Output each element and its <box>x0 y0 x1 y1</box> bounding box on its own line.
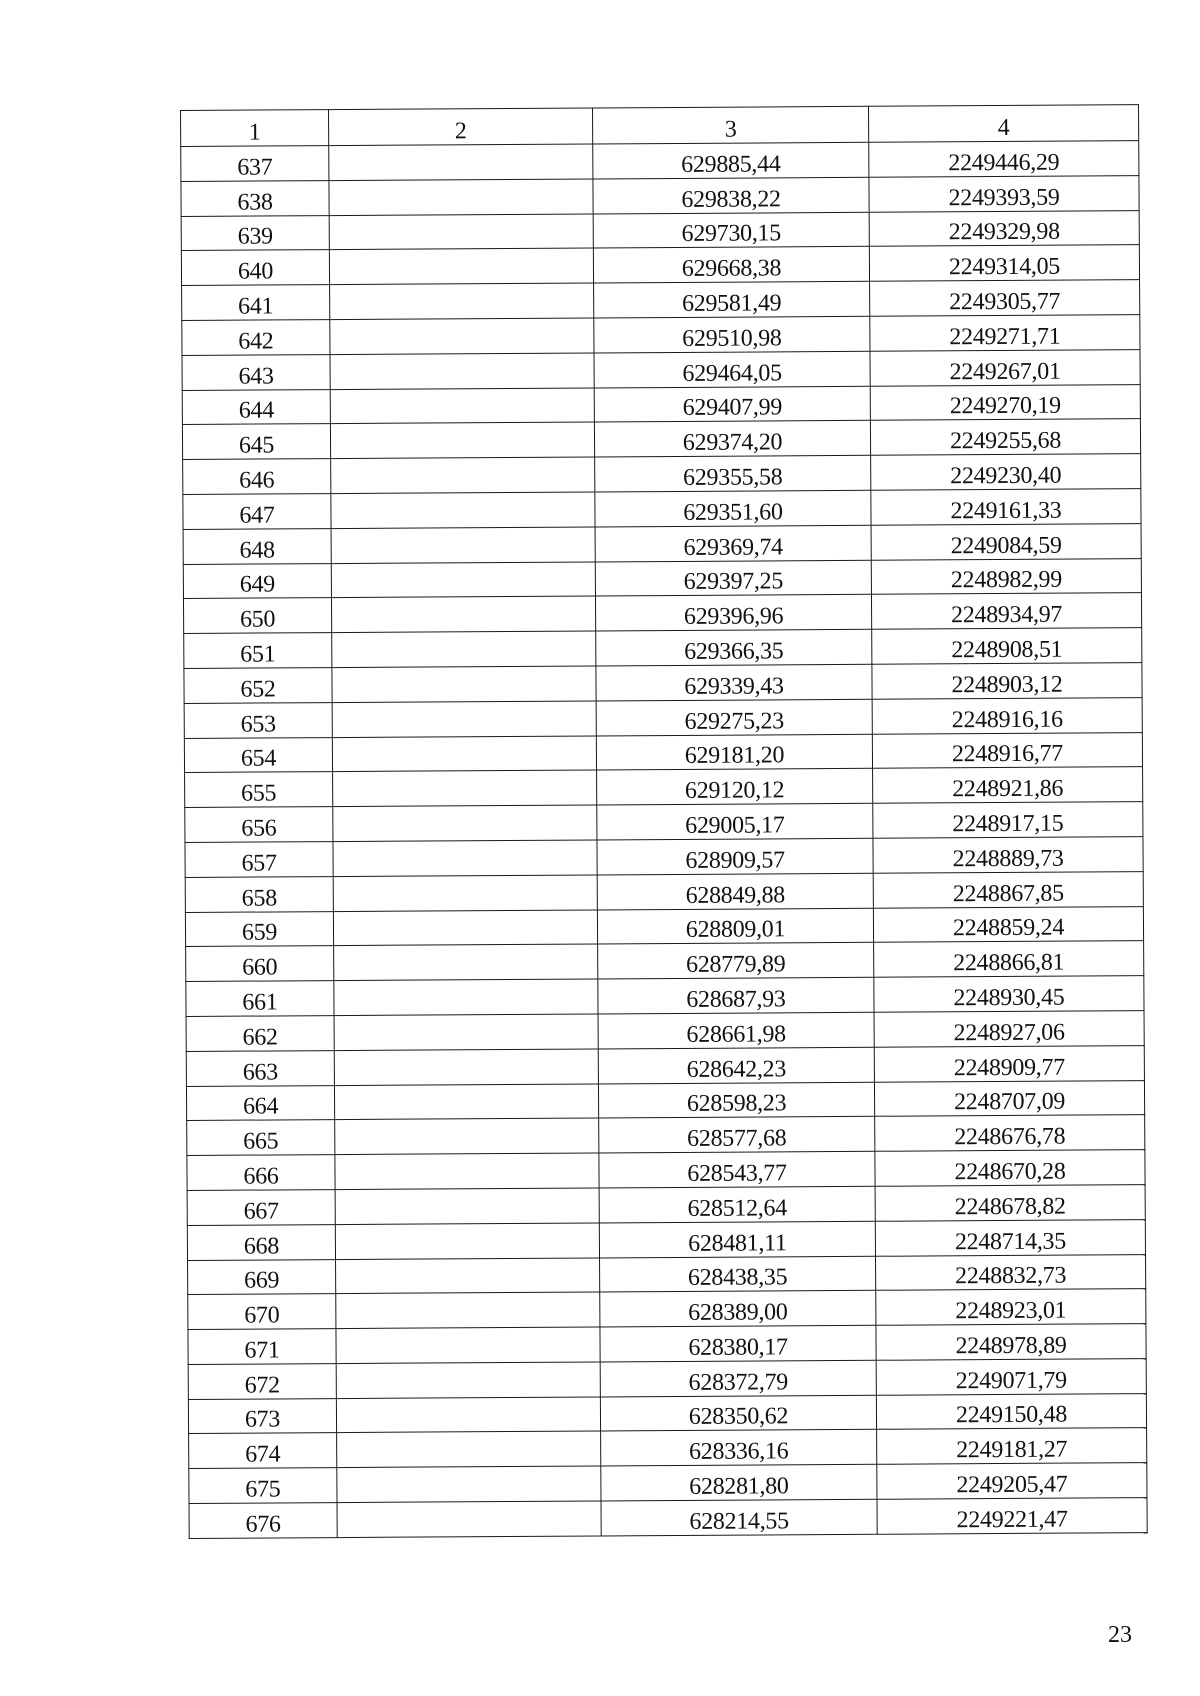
x-coordinate-cell: 628372,79 <box>600 1360 876 1396</box>
page-number: 23 <box>1108 1622 1132 1648</box>
x-coordinate-cell: 629355,58 <box>595 455 871 491</box>
y-coordinate-cell: 2249329,98 <box>869 210 1139 246</box>
description-cell <box>330 283 594 319</box>
y-coordinate-cell: 2248921,86 <box>873 767 1143 803</box>
table-row <box>181 245 1139 286</box>
point-number-cell: 648 <box>183 528 331 564</box>
point-number-cell: 674 <box>189 1433 337 1469</box>
x-coordinate-cell: 628512,64 <box>599 1186 875 1222</box>
table-row <box>182 315 1140 356</box>
point-number-cell: 656 <box>185 807 333 843</box>
description-cell <box>336 1397 600 1433</box>
description-cell <box>331 562 595 598</box>
description-cell <box>330 318 594 354</box>
point-number-cell: 664 <box>186 1085 334 1121</box>
point-number-cell: 675 <box>189 1468 337 1504</box>
coordinates-table <box>180 104 1148 1539</box>
y-coordinate-cell: 2248903,12 <box>872 663 1142 699</box>
table-row <box>187 1150 1145 1191</box>
x-coordinate-cell: 629005,17 <box>597 803 873 839</box>
y-coordinate-cell: 2248909,77 <box>874 1045 1144 1081</box>
description-cell <box>332 631 596 667</box>
x-coordinate-cell: 628481,11 <box>599 1221 875 1257</box>
y-coordinate-cell: 2248832,73 <box>876 1254 1146 1290</box>
x-coordinate-cell: 629668,38 <box>593 247 869 283</box>
description-cell <box>331 492 595 528</box>
table-row <box>184 663 1142 704</box>
x-coordinate-cell: 629181,20 <box>596 734 872 770</box>
description-cell <box>331 527 595 563</box>
x-coordinate-cell: 629510,98 <box>594 316 870 352</box>
x-coordinate-cell: 628642,23 <box>598 1047 874 1083</box>
description-cell <box>335 1118 599 1154</box>
x-coordinate-cell: 629339,43 <box>596 664 872 700</box>
description-cell <box>336 1327 600 1363</box>
y-coordinate-cell: 2249393,59 <box>869 175 1139 211</box>
description-cell <box>333 805 597 841</box>
point-number-cell: 646 <box>183 459 331 495</box>
point-number-cell: 660 <box>186 946 334 982</box>
x-coordinate-cell: 628281,80 <box>601 1465 877 1501</box>
point-number-cell: 668 <box>187 1224 335 1260</box>
y-coordinate-cell: 2248859,24 <box>873 906 1143 942</box>
table-row <box>185 767 1143 808</box>
point-number-cell: 673 <box>188 1398 336 1434</box>
x-coordinate-cell: 628336,16 <box>601 1430 877 1466</box>
table-row <box>184 732 1142 773</box>
description-cell <box>329 179 593 215</box>
x-coordinate-cell: 629407,99 <box>594 386 870 422</box>
y-coordinate-cell: 2248866,81 <box>874 941 1144 977</box>
y-coordinate-cell: 2248670,28 <box>875 1150 1145 1186</box>
x-coordinate-cell: 628350,62 <box>600 1395 876 1431</box>
x-coordinate-cell: 629275,23 <box>596 699 872 735</box>
table-row <box>184 697 1142 738</box>
description-cell <box>333 840 597 876</box>
y-coordinate-cell: 2249221,47 <box>877 1498 1147 1534</box>
table-row <box>182 349 1140 390</box>
table-body <box>181 141 1147 1539</box>
x-coordinate-cell: 629366,35 <box>596 629 872 665</box>
x-coordinate-cell: 628779,89 <box>598 943 874 979</box>
description-cell <box>332 736 596 772</box>
table-row <box>185 906 1143 947</box>
y-coordinate-cell: 2249084,59 <box>871 523 1141 559</box>
y-coordinate-cell: 2249071,79 <box>876 1359 1146 1395</box>
x-coordinate-cell: 629351,60 <box>595 490 871 526</box>
table-row <box>186 1045 1144 1086</box>
point-number-cell: 641 <box>182 285 330 321</box>
table-row <box>187 1219 1145 1260</box>
table-row <box>186 1011 1144 1052</box>
x-coordinate-cell: 628380,17 <box>600 1325 876 1361</box>
table-row <box>188 1393 1146 1434</box>
x-coordinate-cell: 628598,23 <box>598 1082 874 1118</box>
point-number-cell: 665 <box>187 1120 335 1156</box>
table-row <box>184 628 1142 669</box>
x-coordinate-cell: 628438,35 <box>600 1256 876 1292</box>
x-coordinate-cell: 629397,25 <box>595 560 871 596</box>
point-number-cell: 661 <box>186 981 334 1017</box>
description-cell <box>336 1292 600 1328</box>
point-number-cell: 657 <box>185 842 333 878</box>
y-coordinate-cell: 2248923,01 <box>876 1289 1146 1325</box>
x-coordinate-cell: 628809,01 <box>597 908 873 944</box>
point-number-cell: 637 <box>181 146 329 182</box>
y-coordinate-cell: 2249161,33 <box>871 489 1141 525</box>
table-row <box>183 523 1141 564</box>
y-coordinate-cell: 2248676,78 <box>875 1115 1145 1151</box>
point-number-cell: 667 <box>187 1189 335 1225</box>
table-row <box>189 1498 1147 1539</box>
y-coordinate-cell: 2249271,71 <box>870 315 1140 351</box>
table-row <box>183 489 1141 530</box>
table-row <box>187 1115 1145 1156</box>
y-coordinate-cell: 2248927,06 <box>874 1011 1144 1047</box>
point-number-cell: 662 <box>186 1015 334 1051</box>
x-coordinate-cell: 629396,96 <box>595 595 871 631</box>
table-row <box>183 593 1141 634</box>
description-cell <box>330 388 594 424</box>
point-number-cell: 647 <box>183 494 331 530</box>
column-header-1: 1 <box>181 110 329 147</box>
description-cell <box>334 944 598 980</box>
description-cell <box>335 1223 599 1259</box>
description-cell <box>333 909 597 945</box>
x-coordinate-cell: 629374,20 <box>594 421 870 457</box>
point-number-cell: 669 <box>188 1259 336 1295</box>
x-coordinate-cell: 629838,22 <box>593 177 869 213</box>
x-coordinate-cell: 628909,57 <box>597 838 873 874</box>
table-row <box>185 871 1143 912</box>
description-cell <box>333 875 597 911</box>
description-cell <box>329 144 593 180</box>
table-header <box>181 105 1139 147</box>
table-row <box>181 175 1139 216</box>
y-coordinate-cell: 2248889,73 <box>873 837 1143 873</box>
table-row <box>182 384 1140 425</box>
y-coordinate-cell: 2248917,15 <box>873 802 1143 838</box>
table-row <box>181 210 1139 251</box>
x-coordinate-cell: 628687,93 <box>598 977 874 1013</box>
point-number-cell: 651 <box>184 633 332 669</box>
y-coordinate-cell: 2249181,27 <box>877 1428 1147 1464</box>
y-coordinate-cell: 2249267,01 <box>870 349 1140 385</box>
x-coordinate-cell: 628543,77 <box>599 1151 875 1187</box>
point-number-cell: 653 <box>184 702 332 738</box>
table-row <box>181 141 1139 182</box>
table-row <box>182 419 1140 460</box>
table-row <box>183 454 1141 495</box>
y-coordinate-cell: 2248978,89 <box>876 1324 1146 1360</box>
y-coordinate-cell: 2248916,77 <box>872 732 1142 768</box>
description-cell <box>331 457 595 493</box>
point-number-cell: 652 <box>184 668 332 704</box>
point-number-cell: 654 <box>184 737 332 773</box>
y-coordinate-cell: 2249446,29 <box>869 141 1139 177</box>
description-cell <box>336 1362 600 1398</box>
description-cell <box>334 1014 598 1050</box>
x-coordinate-cell: 629120,12 <box>597 769 873 805</box>
description-cell <box>334 979 598 1015</box>
description-cell <box>336 1257 600 1293</box>
y-coordinate-cell: 2248930,45 <box>874 976 1144 1012</box>
description-cell <box>329 214 593 250</box>
y-coordinate-cell: 2249314,05 <box>869 245 1139 281</box>
point-number-cell: 643 <box>182 354 330 390</box>
y-coordinate-cell: 2249230,40 <box>871 454 1141 490</box>
description-cell <box>334 1049 598 1085</box>
table-row <box>182 280 1140 321</box>
table-row <box>188 1289 1146 1330</box>
description-cell <box>330 422 594 458</box>
table-row <box>188 1324 1146 1365</box>
point-number-cell: 658 <box>185 876 333 912</box>
point-number-cell: 663 <box>186 1050 334 1086</box>
description-cell <box>333 770 597 806</box>
table-row <box>189 1463 1147 1504</box>
point-number-cell: 650 <box>183 598 331 634</box>
y-coordinate-cell: 2248982,99 <box>871 558 1141 594</box>
x-coordinate-cell: 628389,00 <box>600 1291 876 1327</box>
column-header-4: 4 <box>868 105 1138 143</box>
y-coordinate-cell: 2248707,09 <box>874 1080 1144 1116</box>
x-coordinate-cell: 628661,98 <box>598 1012 874 1048</box>
y-coordinate-cell: 2249150,48 <box>876 1393 1146 1429</box>
point-number-cell: 640 <box>181 250 329 286</box>
table-row <box>185 837 1143 878</box>
description-cell <box>329 248 593 284</box>
point-number-cell: 645 <box>182 424 330 460</box>
table-row <box>186 976 1144 1017</box>
x-coordinate-cell: 629464,05 <box>594 351 870 387</box>
table-row <box>188 1254 1146 1295</box>
y-coordinate-cell: 2249255,68 <box>870 419 1140 455</box>
x-coordinate-cell: 628577,68 <box>599 1117 875 1153</box>
x-coordinate-cell: 629885,44 <box>593 142 869 178</box>
header-row <box>181 105 1139 147</box>
column-header-2: 2 <box>329 108 593 146</box>
table-row <box>186 1080 1144 1121</box>
point-number-cell: 671 <box>188 1329 336 1365</box>
table-row <box>189 1428 1147 1469</box>
point-number-cell: 649 <box>183 563 331 599</box>
description-cell <box>331 596 595 632</box>
description-cell <box>332 701 596 737</box>
table-row <box>188 1359 1146 1400</box>
point-number-cell: 670 <box>188 1294 336 1330</box>
description-cell <box>337 1466 601 1502</box>
point-number-cell: 638 <box>181 180 329 216</box>
point-number-cell: 659 <box>185 911 333 947</box>
point-number-cell: 644 <box>182 389 330 425</box>
y-coordinate-cell: 2249305,77 <box>870 280 1140 316</box>
y-coordinate-cell: 2248934,97 <box>871 593 1141 629</box>
description-cell <box>335 1153 599 1189</box>
y-coordinate-cell: 2249205,47 <box>877 1463 1147 1499</box>
table-row <box>185 802 1143 843</box>
table-row <box>183 558 1141 599</box>
point-number-cell: 639 <box>181 215 329 251</box>
y-coordinate-cell: 2248867,85 <box>873 871 1143 907</box>
description-cell <box>330 353 594 389</box>
description-cell <box>334 1083 598 1119</box>
y-coordinate-cell: 2248678,82 <box>875 1185 1145 1221</box>
table-row <box>187 1185 1145 1226</box>
x-coordinate-cell: 628214,55 <box>601 1499 877 1535</box>
point-number-cell: 666 <box>187 1155 335 1191</box>
description-cell <box>337 1501 601 1537</box>
point-number-cell: 642 <box>182 320 330 356</box>
x-coordinate-cell: 629369,74 <box>595 525 871 561</box>
x-coordinate-cell: 629730,15 <box>593 212 869 248</box>
x-coordinate-cell: 629581,49 <box>594 281 870 317</box>
y-coordinate-cell: 2248714,35 <box>875 1219 1145 1255</box>
point-number-cell: 655 <box>185 772 333 808</box>
y-coordinate-cell: 2248916,16 <box>872 697 1142 733</box>
point-number-cell: 672 <box>188 1363 336 1399</box>
y-coordinate-cell: 2249270,19 <box>870 384 1140 420</box>
description-cell <box>335 1188 599 1224</box>
y-coordinate-cell: 2248908,51 <box>872 628 1142 664</box>
x-coordinate-cell: 628849,88 <box>597 873 873 909</box>
point-number-cell: 676 <box>189 1503 337 1539</box>
column-header-3: 3 <box>592 106 868 144</box>
description-cell <box>332 666 596 702</box>
description-cell <box>337 1431 601 1467</box>
table-row <box>186 941 1144 982</box>
